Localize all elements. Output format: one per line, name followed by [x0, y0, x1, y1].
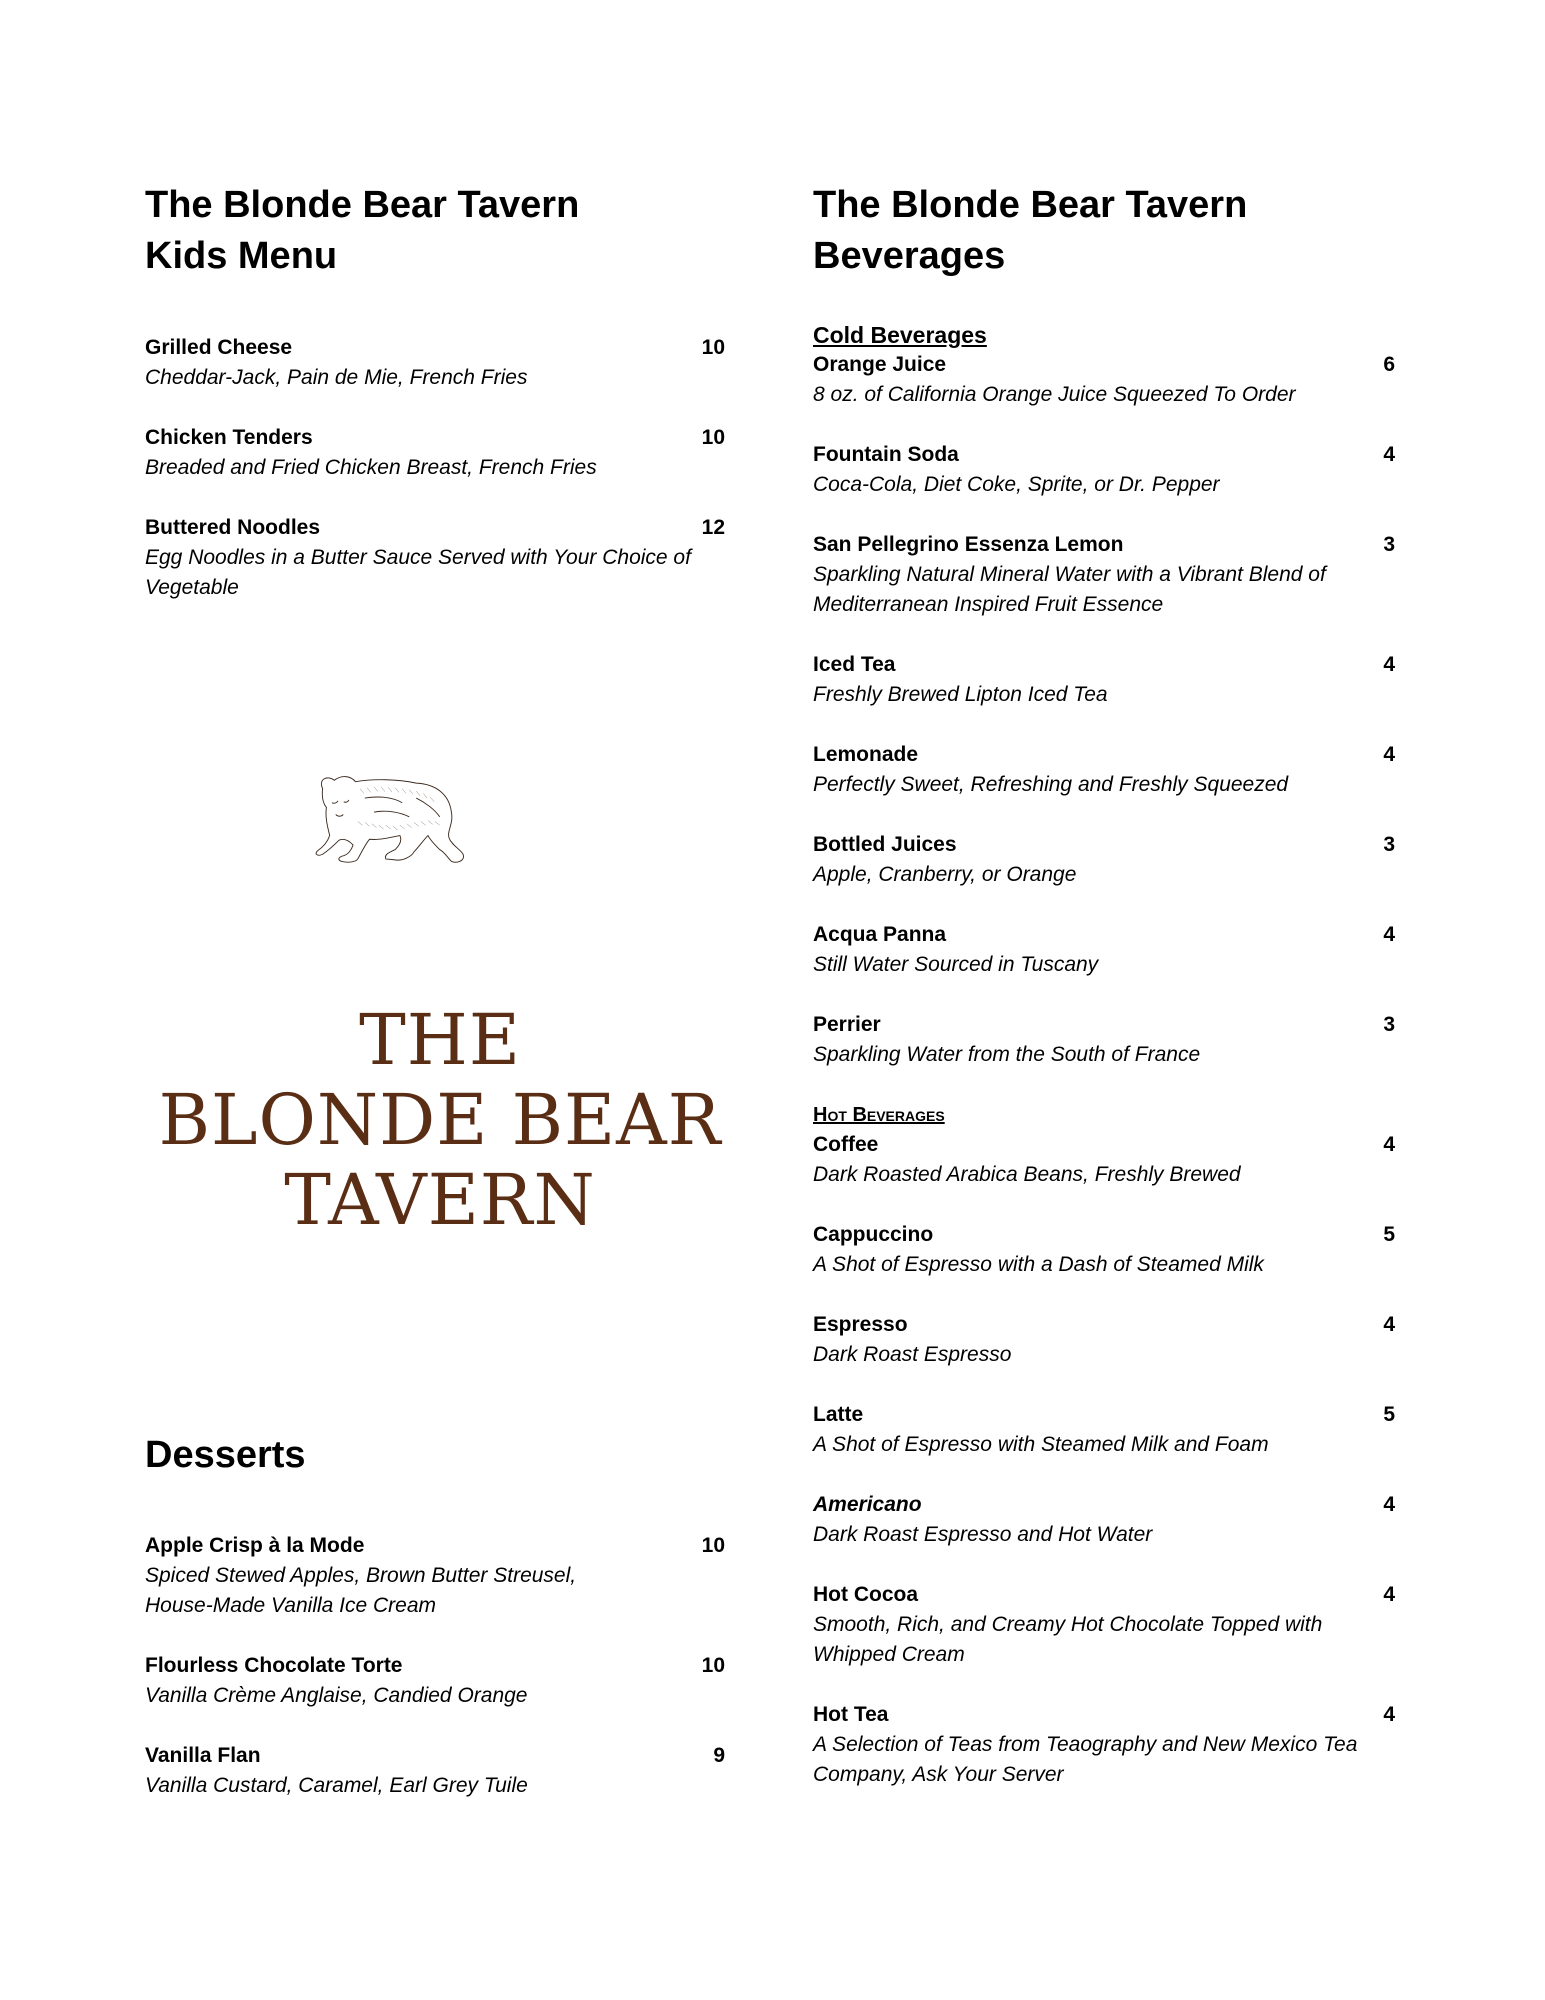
menu-item [145, 423, 725, 483]
item-price: 9 [713, 1744, 725, 1767]
item-price: 4 [1383, 1583, 1395, 1606]
menu-item [813, 1580, 1395, 1670]
menu-item [145, 1741, 725, 1801]
item-price: 4 [1383, 1133, 1395, 1156]
item-price: 10 [701, 426, 725, 449]
menu-item [813, 920, 1395, 980]
item-price: 4 [1383, 443, 1395, 466]
item-description: A Shot of Espresso with Steamed Milk and Foam [813, 1433, 1269, 1456]
beverages-section [813, 180, 1395, 1790]
item-description: A Shot of Espresso with a Dash of Steamed Milk [813, 1253, 1264, 1276]
item-price: 10 [701, 1654, 725, 1677]
menu-item [145, 513, 725, 603]
item-price: 3 [1383, 833, 1395, 856]
item-name: Americano [813, 1493, 922, 1516]
item-name: Perrier [813, 1013, 881, 1036]
item-price: 12 [701, 516, 725, 539]
item-name: Espresso [813, 1313, 908, 1336]
menu-item [813, 1010, 1395, 1070]
menu-item [813, 650, 1395, 710]
item-name: Vanilla Flan [145, 1744, 261, 1767]
beverages-title-line1: The Blonde Bear Tavern [813, 184, 1248, 226]
menu-item [145, 333, 725, 393]
item-price: 4 [1383, 923, 1395, 946]
item-price: 3 [1383, 1013, 1395, 1036]
logo-line-tavern: TAVERN [284, 1159, 596, 1241]
menu-item [813, 740, 1395, 800]
menu-item [145, 1651, 725, 1711]
item-name: Fountain Soda [813, 443, 959, 466]
item-description: A Selection of Teas from Teaography and New Mexico Tea Company, Ask Your Server [813, 1733, 1358, 1786]
item-description: Breaded and Fried Chicken Breast, French Fries [145, 456, 597, 479]
menu-item [813, 350, 1395, 410]
item-name: Coffee [813, 1133, 879, 1156]
item-name: Chicken Tenders [145, 426, 313, 449]
menu-item [813, 1220, 1395, 1280]
logo-line-blonde-bear: BLONDE BEAR [158, 1079, 722, 1161]
item-description: Still Water Sourced in Tuscany [813, 953, 1099, 976]
item-name: Bottled Juices [813, 833, 957, 856]
item-name: Hot Cocoa [813, 1583, 918, 1606]
item-name: Hot Tea [813, 1703, 889, 1726]
item-price: 10 [701, 336, 725, 359]
item-price: 3 [1383, 533, 1395, 556]
item-price: 4 [1383, 1493, 1395, 1516]
kids-menu-title [145, 180, 725, 282]
item-description: Apple, Cranberry, or Orange [813, 863, 1077, 886]
menu-item [145, 1531, 725, 1621]
item-description: Dark Roast Espresso [813, 1343, 1012, 1366]
menu-item [813, 1310, 1395, 1370]
item-name: Orange Juice [813, 353, 947, 376]
desserts-section [145, 1430, 725, 1801]
item-name: Latte [813, 1403, 864, 1426]
item-description: Spiced Stewed Apples, Brown Butter Streusel, House-Made Vanilla Ice Cream [145, 1564, 577, 1617]
kids-menu-section [145, 180, 725, 603]
menu-item [813, 440, 1395, 500]
item-description: Smooth, Rich, and Creamy Hot Chocolate Topped with Whipped Cream [813, 1613, 1323, 1666]
menu-item [813, 1400, 1395, 1460]
item-name: Grilled Cheese [145, 336, 293, 359]
item-name: Buttered Noodles [145, 516, 321, 539]
desserts-title: Desserts [145, 1434, 306, 1476]
item-name: Acqua Panna [813, 923, 947, 946]
item-description: Dark Roast Espresso and Hot Water [813, 1523, 1153, 1546]
item-description: Dark Roasted Arabica Beans, Freshly Brewed [813, 1163, 1241, 1186]
beverages-title [813, 180, 1395, 282]
item-price: 5 [1383, 1403, 1395, 1426]
item-name: San Pellegrino Essenza Lemon [813, 533, 1124, 556]
item-name: Cappuccino [813, 1223, 934, 1246]
logo-wordmark [145, 1000, 735, 1240]
item-description: 8 oz. of California Orange Juice Squeezed To Order [813, 383, 1296, 406]
item-description: Coca-Cola, Diet Coke, Sprite, or Dr. Pepper [813, 473, 1220, 496]
item-name: Flourless Chocolate Torte [145, 1654, 403, 1677]
item-price: 4 [1383, 743, 1395, 766]
menu-item [813, 1130, 1395, 1190]
kids-title-line2: Kids Menu [145, 235, 338, 277]
menu-item [813, 1490, 1395, 1550]
item-description: Freshly Brewed Lipton Iced Tea [813, 683, 1108, 706]
item-price: 5 [1383, 1223, 1395, 1246]
bear-illustration-icon [260, 770, 610, 990]
menu-item [813, 1700, 1395, 1790]
menu-item [813, 830, 1395, 890]
cold-beverages-heading: Cold Beverages [813, 322, 987, 348]
item-price: 10 [701, 1534, 725, 1557]
item-price: 4 [1383, 653, 1395, 676]
item-description: Sparkling Natural Mineral Water with a Vibrant Blend of Mediterranean Inspired Fruit Essence [813, 563, 1326, 616]
kids-title-line1: The Blonde Bear Tavern [145, 184, 580, 226]
item-name: Apple Crisp à la Mode [145, 1534, 365, 1557]
item-description: Sparkling Water from the South of France [813, 1043, 1201, 1066]
logo-line-the: THE [359, 999, 521, 1081]
menu-item [813, 530, 1395, 620]
item-name: Iced Tea [813, 653, 896, 676]
item-description: Perfectly Sweet, Refreshing and Freshly Squeezed [813, 773, 1289, 796]
item-price: 6 [1383, 353, 1395, 376]
item-description: Cheddar-Jack, Pain de Mie, French Fries [145, 366, 528, 389]
beverages-title-line2: Beverages [813, 235, 1006, 277]
item-price: 4 [1383, 1313, 1395, 1336]
item-price: 4 [1383, 1703, 1395, 1726]
hot-beverages-heading: Hot Beverages [813, 1104, 945, 1126]
item-description: Vanilla Crème Anglaise, Candied Orange [145, 1684, 528, 1707]
item-description: Egg Noodles in a Butter Sauce Served with Your Choice of Vegetable [145, 546, 691, 599]
item-description: Vanilla Custard, Caramel, Earl Grey Tuile [145, 1774, 528, 1797]
item-name: Lemonade [813, 743, 919, 766]
